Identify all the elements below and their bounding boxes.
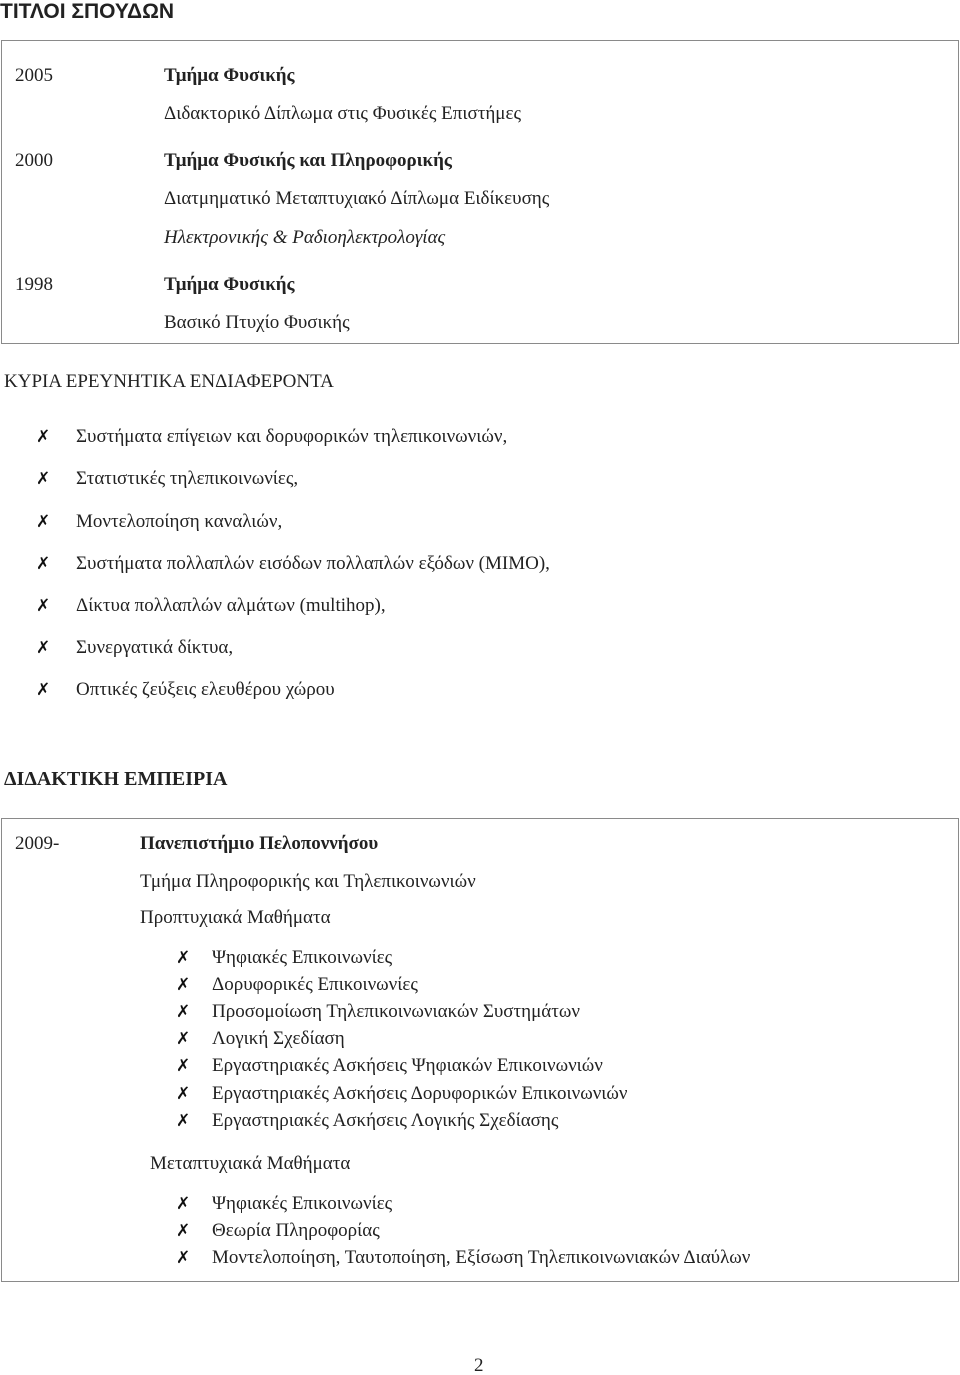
teaching-university: Πανεπιστήμιο Πελοποννήσου (140, 833, 379, 854)
undergrad-course: Ψηφιακές Επικοινωνίες (212, 947, 393, 968)
title-degree: Βασικό Πτυχίο Φυσικής (164, 312, 350, 333)
ballot-x-icon: ✗ (36, 638, 51, 658)
title-year: 2000 (15, 150, 53, 171)
ballot-x-icon: ✗ (36, 427, 51, 447)
undergrad-heading: Προπτυχιακά Μαθήματα (140, 907, 331, 928)
title-dept: Τμήμα Φυσικής και Πληροφορικής (164, 150, 452, 171)
title-degree: Διδακτορικό Δίπλωμα στις Φυσικές Επιστήμες (164, 103, 521, 124)
postgrad-course: Ψηφιακές Επικοινωνίες (212, 1193, 393, 1214)
title-dept: Τμήμα Φυσικής (164, 274, 295, 295)
ballot-x-icon: ✗ (36, 512, 51, 532)
ballot-x-icon: ✗ (36, 469, 51, 489)
title-degree: Διατμηματικό Μεταπτυχιακό Δίπλωμα Ειδίκευσης (164, 188, 550, 209)
ballot-x-icon: ✗ (176, 1221, 191, 1241)
research-item: Συνεργατικά δίκτυα, (76, 637, 234, 658)
research-item: Μοντελοποίηση καναλιών, (76, 511, 283, 532)
teaching-table (1, 818, 959, 1282)
undergrad-course: Δορυφορικές Επικοινωνίες (212, 974, 418, 995)
ballot-x-icon: ✗ (176, 1056, 191, 1076)
research-heading: ΚΥΡΙΑ ΕΡΕΥΝΗΤΙΚΑ ΕΝΔΙΑΦΕΡΟΝΤΑ (4, 371, 334, 392)
undergrad-course: Εργαστηριακές Ασκήσεις Ψηφιακών Επικοινωνιών (212, 1055, 603, 1076)
ballot-x-icon: ✗ (176, 1029, 191, 1049)
title-degree-specialization: Ηλεκτρονικής & Ραδιοηλεκτρολογίας (164, 227, 446, 248)
research-item: Οπτικές ζεύξεις ελευθέρου χώρου (76, 679, 335, 700)
teaching-year: 2009- (15, 833, 60, 854)
postgrad-course: Θεωρία Πληροφορίας (212, 1220, 380, 1241)
undergrad-course: Εργαστηριακές Ασκήσεις Δορυφορικών Επικοινωνιών (212, 1083, 628, 1104)
ballot-x-icon: ✗ (176, 1111, 191, 1131)
ballot-x-icon: ✗ (176, 1002, 191, 1022)
research-item: Δίκτυα πολλαπλών αλμάτων (multihop), (76, 595, 386, 616)
ballot-x-icon: ✗ (36, 680, 51, 700)
ballot-x-icon: ✗ (176, 975, 191, 995)
ballot-x-icon: ✗ (176, 1084, 191, 1104)
postgrad-course: Μοντελοποίηση, Ταυτοποίηση, Εξίσωση Τηλεπικοινωνιακών Διαύλων (212, 1247, 751, 1268)
ballot-x-icon: ✗ (36, 596, 51, 616)
page-number: 2 (474, 1355, 484, 1375)
research-item: Στατιστικές τηλεπικοινωνίες, (76, 468, 299, 489)
undergrad-course: Εργαστηριακές Ασκήσεις Λογικής Σχεδίασης (212, 1110, 559, 1131)
research-item: Συστήματα πολλαπλών εισόδων πολλαπλών εξόδων (MIMO), (76, 553, 550, 574)
titles-heading: ΤΙΤΛΟΙ ΣΠΟΥΔΩΝ (0, 0, 175, 23)
title-dept: Τμήμα Φυσικής (164, 65, 295, 86)
title-year: 2005 (15, 65, 53, 86)
ballot-x-icon: ✗ (176, 1248, 191, 1268)
undergrad-course: Λογική Σχεδίαση (212, 1028, 345, 1049)
ballot-x-icon: ✗ (176, 948, 191, 968)
teaching-heading: ΔΙΔΑΚΤΙΚΗ ΕΜΠΕΙΡΙΑ (4, 768, 228, 790)
undergrad-course: Προσομοίωση Τηλεπικοινωνιακών Συστημάτων (212, 1001, 580, 1022)
ballot-x-icon: ✗ (36, 554, 51, 574)
ballot-x-icon: ✗ (176, 1194, 191, 1214)
postgrad-heading: Μεταπτυχιακά Μαθήματα (150, 1153, 351, 1174)
title-year: 1998 (15, 274, 53, 295)
titles-table (1, 40, 959, 344)
research-item: Συστήματα επίγειων και δορυφορικών τηλεπικοινωνιών, (76, 426, 508, 447)
teaching-department: Τμήμα Πληροφορικής και Τηλεπικοινωνιών (140, 871, 476, 892)
